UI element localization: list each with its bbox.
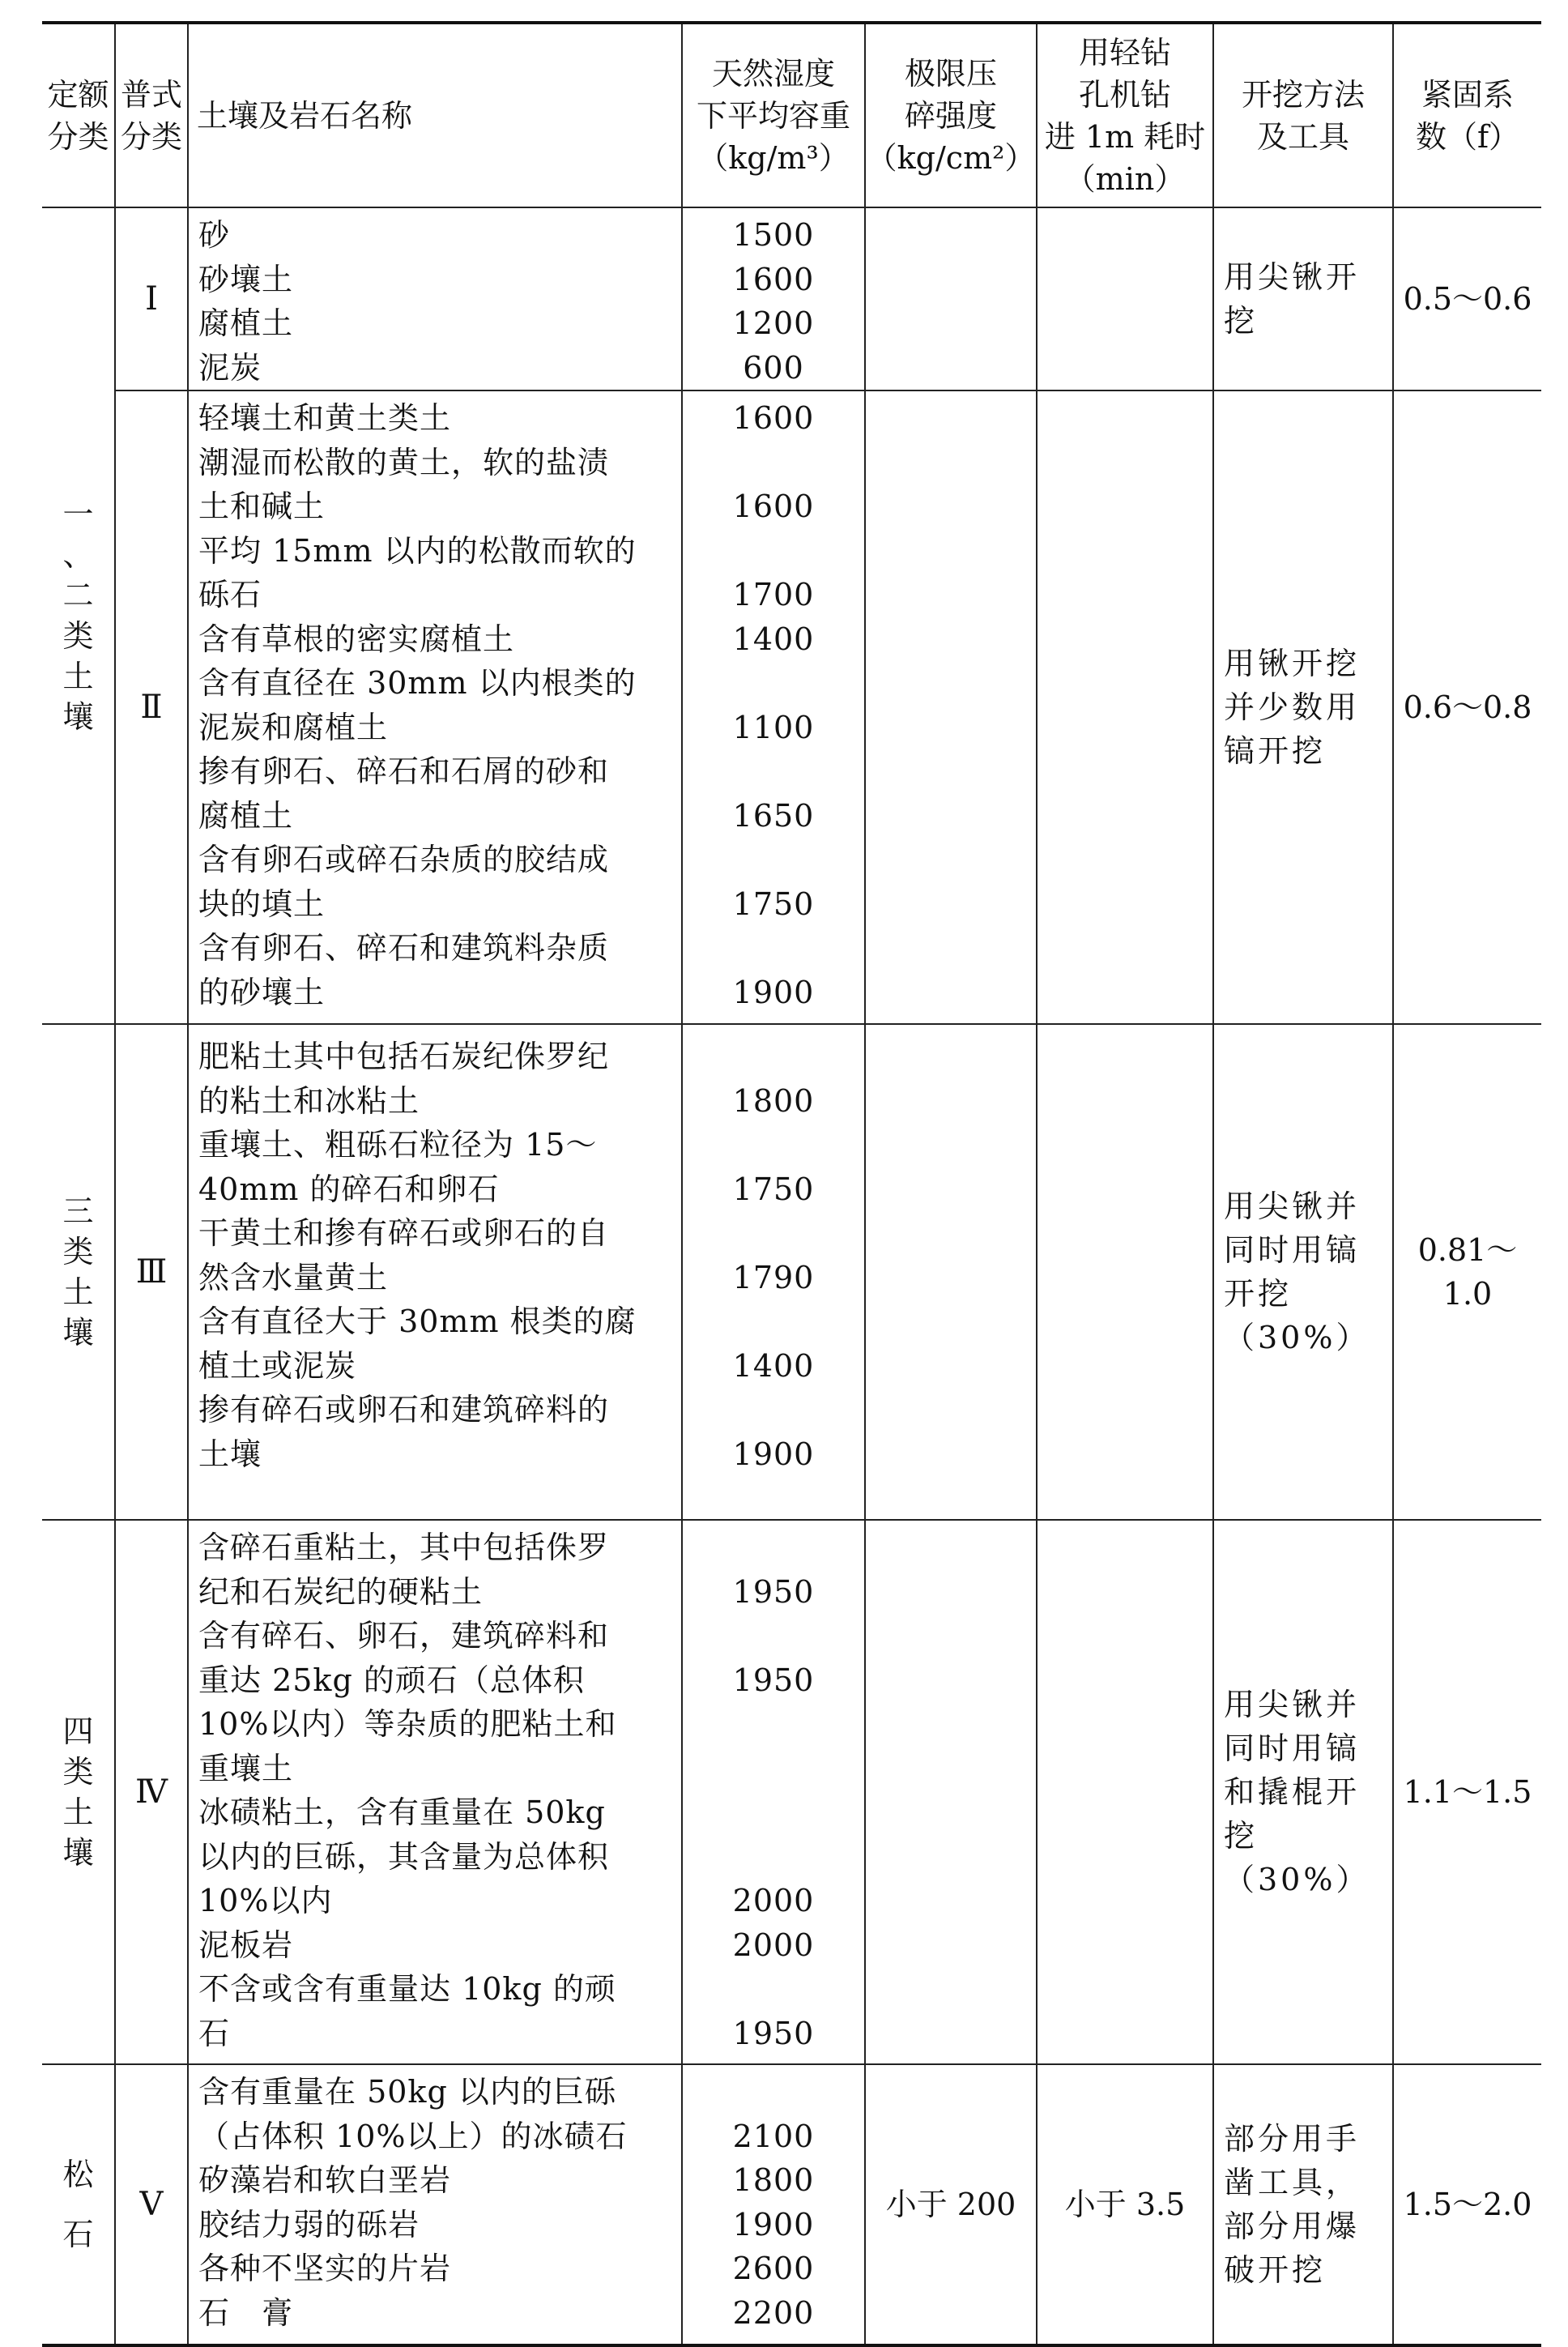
cell-line: 1200 [732, 305, 815, 341]
coefficient-cell: 1.5～2.0 [1393, 2064, 1541, 2344]
cell-line [683, 2070, 864, 2114]
density-cell [682, 1520, 865, 2064]
general-class-cell: Ⅳ [115, 1520, 188, 2064]
cell-line: 石 膏 [198, 2294, 294, 2331]
vertical-char: 二 [62, 578, 94, 613]
vertical-char: 土 [62, 1274, 94, 1310]
quota-class-cell [42, 207, 115, 1024]
cell-line: 1950 [732, 2015, 815, 2051]
cell-line: 1650 [732, 797, 815, 834]
cell-line: 土壤 [198, 1436, 262, 1472]
cell-line: 腐植土 [198, 797, 294, 834]
cell-line [683, 529, 864, 574]
cell-line: 纪和石炭纪的硬粘土 [198, 1573, 484, 1610]
cell-line: 含有直径大于 30mm 根类的腐 [198, 1304, 637, 1339]
cell-line: 1950 [732, 1662, 815, 1698]
cell-line [683, 1526, 864, 1570]
cell-line: 10%以内）等杂质的肥粘土和 [198, 1706, 617, 1742]
cell-line: 1900 [732, 974, 815, 1010]
cell-line: 1600 [732, 261, 815, 297]
cell-line: 砂壤土 [198, 261, 294, 297]
cell-line [683, 661, 864, 706]
vertical-char: 壤 [62, 1315, 94, 1351]
cell-line: 砾石 [198, 577, 262, 612]
cell-line: 轻壤土和黄土类土 [198, 400, 452, 436]
table-row [42, 1024, 1541, 1520]
drill-time-cell: 小于 3.5 [1037, 2064, 1213, 2344]
cell-line: 潮湿而松散的黄土，软的盐渍 [198, 444, 610, 480]
cell-line: 2000 [732, 1927, 815, 1963]
cell-line: 2200 [732, 2294, 815, 2331]
strength-cell: 小于 200 [865, 2064, 1037, 2344]
cell-line: 含碎石重粘土，其中包括侏罗 [198, 1530, 610, 1565]
cell-line: 泥炭 [198, 349, 262, 386]
cell-line: 胶结力弱的砾岩 [198, 2206, 420, 2242]
cell-line: 干黄土和掺有碎石或卵石的自 [198, 1215, 610, 1251]
cell-line [683, 1123, 864, 1167]
cell-line: 泥炭和腐植土 [198, 709, 389, 745]
method-cell: 用尖锹并同时用镐和撬棍开挖（30%） [1213, 1520, 1393, 2064]
strength-cell [865, 390, 1037, 1024]
cell-line [683, 1299, 864, 1344]
cell-line: 1750 [732, 885, 815, 922]
vertical-char: 土 [62, 1794, 94, 1830]
vertical-char: 土 [62, 659, 94, 694]
header-drill-time: 用轻钻 孔机钻 进 1m 耗时 （min） [1037, 24, 1213, 207]
cell-line [683, 1835, 864, 1880]
cell-line: 腐植土 [198, 305, 294, 341]
density-cell [682, 390, 865, 1024]
header-coefficient: 紧固系 数（f） [1393, 24, 1541, 207]
general-class-cell: Ⅲ [115, 1024, 188, 1520]
cell-line [683, 1211, 864, 1256]
header-density: 天然湿度 下平均容重 （kg/m³） [682, 24, 865, 207]
cell-line: 1400 [732, 621, 815, 657]
header-method: 开挖方法 及工具 [1213, 24, 1393, 207]
cell-line: 1600 [732, 489, 815, 524]
coefficient-cell: 0.81～1.0 [1393, 1024, 1541, 1520]
cell-line: 10%以内 [198, 1883, 333, 1918]
cell-line: 然含水量黄土 [198, 1259, 389, 1295]
cell-line: 2600 [732, 2251, 815, 2286]
cell-line: 的粘土和冰粘土 [198, 1082, 420, 1119]
table-row [42, 1520, 1541, 2064]
cell-line: 1790 [732, 1259, 815, 1295]
cell-line: 块的填土 [198, 885, 326, 922]
cell-line: 冰碛粘土，含有重量在 50kg [198, 1794, 606, 1830]
soil-names-cell [188, 390, 682, 1024]
vertical-char: 类 [62, 1754, 94, 1790]
cell-line [683, 1747, 864, 1791]
cell-line: 含有碎石、卵石，建筑碎料和 [198, 1618, 610, 1654]
header-name: 土壤及岩石名称 [188, 24, 682, 207]
cell-line: 1800 [732, 2162, 815, 2198]
soil-classification-table-wrapper [42, 21, 1541, 2347]
quota-class-cell [42, 2064, 115, 2344]
cell-line: 掺有卵石、碎石和石屑的砂和 [198, 753, 610, 789]
table-row [42, 2064, 1541, 2344]
quota-class-label [42, 2154, 114, 2255]
cell-line: 1700 [732, 577, 815, 612]
cell-line: 1400 [732, 1347, 815, 1384]
drill-time-cell [1037, 207, 1213, 390]
quota-class-label [42, 1711, 114, 1873]
vertical-char: 松 [62, 2157, 94, 2192]
vertical-char: 一 [62, 497, 94, 532]
cell-line: 1900 [732, 1436, 815, 1472]
cell-line: 含有草根的密实腐植土 [198, 621, 515, 657]
quota-class-cell [42, 1024, 115, 1520]
cell-line: （占体积 10%以上）的冰碛石 [198, 2118, 628, 2154]
cell-line: 600 [743, 349, 804, 386]
soil-names-cell [188, 1024, 682, 1520]
method-cell: 用锹开挖并少数用镐开挖 [1213, 390, 1393, 1024]
cell-line: 掺有碎石或卵石和建筑碎料的 [198, 1392, 610, 1427]
cell-line: 土和碱土 [198, 489, 326, 524]
header-general-class: 普式 分类 [115, 24, 188, 207]
soil-names-cell [188, 2064, 682, 2344]
table-row [42, 390, 1541, 1024]
coefficient-cell: 0.5～0.6 [1393, 207, 1541, 390]
vertical-char: 类 [62, 1234, 94, 1270]
general-class-cell: Ⅰ [115, 207, 188, 390]
cell-line [683, 1702, 864, 1747]
header-quota-class: 定额 分类 [42, 24, 115, 207]
cell-line: 矽藻岩和软白垩岩 [198, 2162, 452, 2198]
cell-line: 1800 [732, 1082, 815, 1119]
cell-line: 以内的巨砾，其含量为总体积 [198, 1838, 610, 1875]
strength-cell [865, 207, 1037, 390]
cell-line [683, 1035, 864, 1079]
vertical-char: 类 [62, 618, 94, 654]
cell-line [683, 1388, 864, 1432]
drill-time-cell [1037, 390, 1213, 1024]
cell-line: 的砂壤土 [198, 974, 326, 1010]
cell-line: 1600 [732, 400, 815, 436]
cell-line [683, 1967, 864, 2012]
header-row [42, 24, 1541, 207]
cell-line: 2100 [732, 2118, 815, 2154]
cell-line: 砂 [198, 217, 231, 253]
strength-cell [865, 1024, 1037, 1520]
vertical-char: 四 [62, 1713, 94, 1749]
method-cell: 用尖锹开挖 [1213, 207, 1393, 390]
vertical-char: 石 [62, 2217, 94, 2252]
cell-line: 1750 [732, 1171, 815, 1207]
vertical-char: 壤 [62, 1835, 94, 1871]
cell-line [683, 926, 864, 971]
table-row [42, 207, 1541, 390]
cell-line: 含有重量在 50kg 以内的巨砾 [198, 2074, 616, 2110]
cell-line: 石 [198, 2015, 231, 2051]
cell-line: 不含或含有重量达 10kg 的顽 [198, 1971, 616, 2007]
density-cell [682, 207, 865, 390]
cell-line: 泥板岩 [198, 1927, 294, 1963]
general-class-cell: Ⅱ [115, 390, 188, 1024]
vertical-char: 三 [62, 1193, 94, 1229]
cell-line: 2000 [732, 1883, 815, 1918]
cell-line: 肥粘土其中包括石炭纪侏罗纪 [198, 1039, 610, 1074]
method-cell: 用尖锹并同时用镐开挖（30%） [1213, 1024, 1393, 1520]
quota-class-label [42, 1191, 114, 1353]
vertical-char: 壤 [62, 699, 94, 735]
cell-line: 各种不坚实的片岩 [198, 2251, 452, 2286]
cell-line [683, 838, 864, 882]
cell-line: 1950 [732, 1573, 815, 1610]
cell-line [683, 441, 864, 485]
cell-line: 重壤土、粗砾石粒径为 15～ [198, 1127, 598, 1163]
cell-line: 1500 [732, 217, 815, 253]
cell-line: 含有直径在 30mm 以内根类的 [198, 665, 637, 701]
cell-line: 40mm 的碎石和卵石 [198, 1171, 500, 1207]
header-strength: 极限压 碎强度 （kg/cm²） [865, 24, 1037, 207]
drill-time-cell [1037, 1520, 1213, 2064]
soil-names-cell [188, 1520, 682, 2064]
cell-line: 含有卵石或碎石杂质的胶结成 [198, 842, 610, 877]
coefficient-cell: 0.6～0.8 [1393, 390, 1541, 1024]
method-cell: 部分用手凿工具，部分用爆破开挖 [1213, 2064, 1393, 2344]
soil-classification-table [42, 24, 1541, 2344]
cell-line: 重达 25kg 的顽石（总体积 [198, 1662, 585, 1698]
cell-line: 平均 15mm 以内的松散而软的 [198, 532, 637, 569]
cell-line: 植土或泥炭 [198, 1347, 357, 1384]
quota-class-cell [42, 1520, 115, 2064]
drill-time-cell [1037, 1024, 1213, 1520]
strength-cell [865, 1520, 1037, 2064]
cell-line: 含有卵石、碎石和建筑料杂质 [198, 930, 610, 966]
cell-line [683, 1790, 864, 1835]
cell-line [683, 1614, 864, 1658]
cell-line [683, 749, 864, 794]
density-cell [682, 2064, 865, 2344]
coefficient-cell: 1.1～1.5 [1393, 1520, 1541, 2064]
vertical-char: 、 [62, 537, 94, 573]
cell-line: 1100 [732, 709, 815, 745]
general-class-cell: Ⅴ [115, 2064, 188, 2344]
soil-names-cell [188, 207, 682, 390]
cell-line: 重壤土 [198, 1750, 294, 1786]
cell-line: 1900 [732, 2206, 815, 2242]
quota-class-label [42, 494, 114, 737]
density-cell [682, 1024, 865, 1520]
